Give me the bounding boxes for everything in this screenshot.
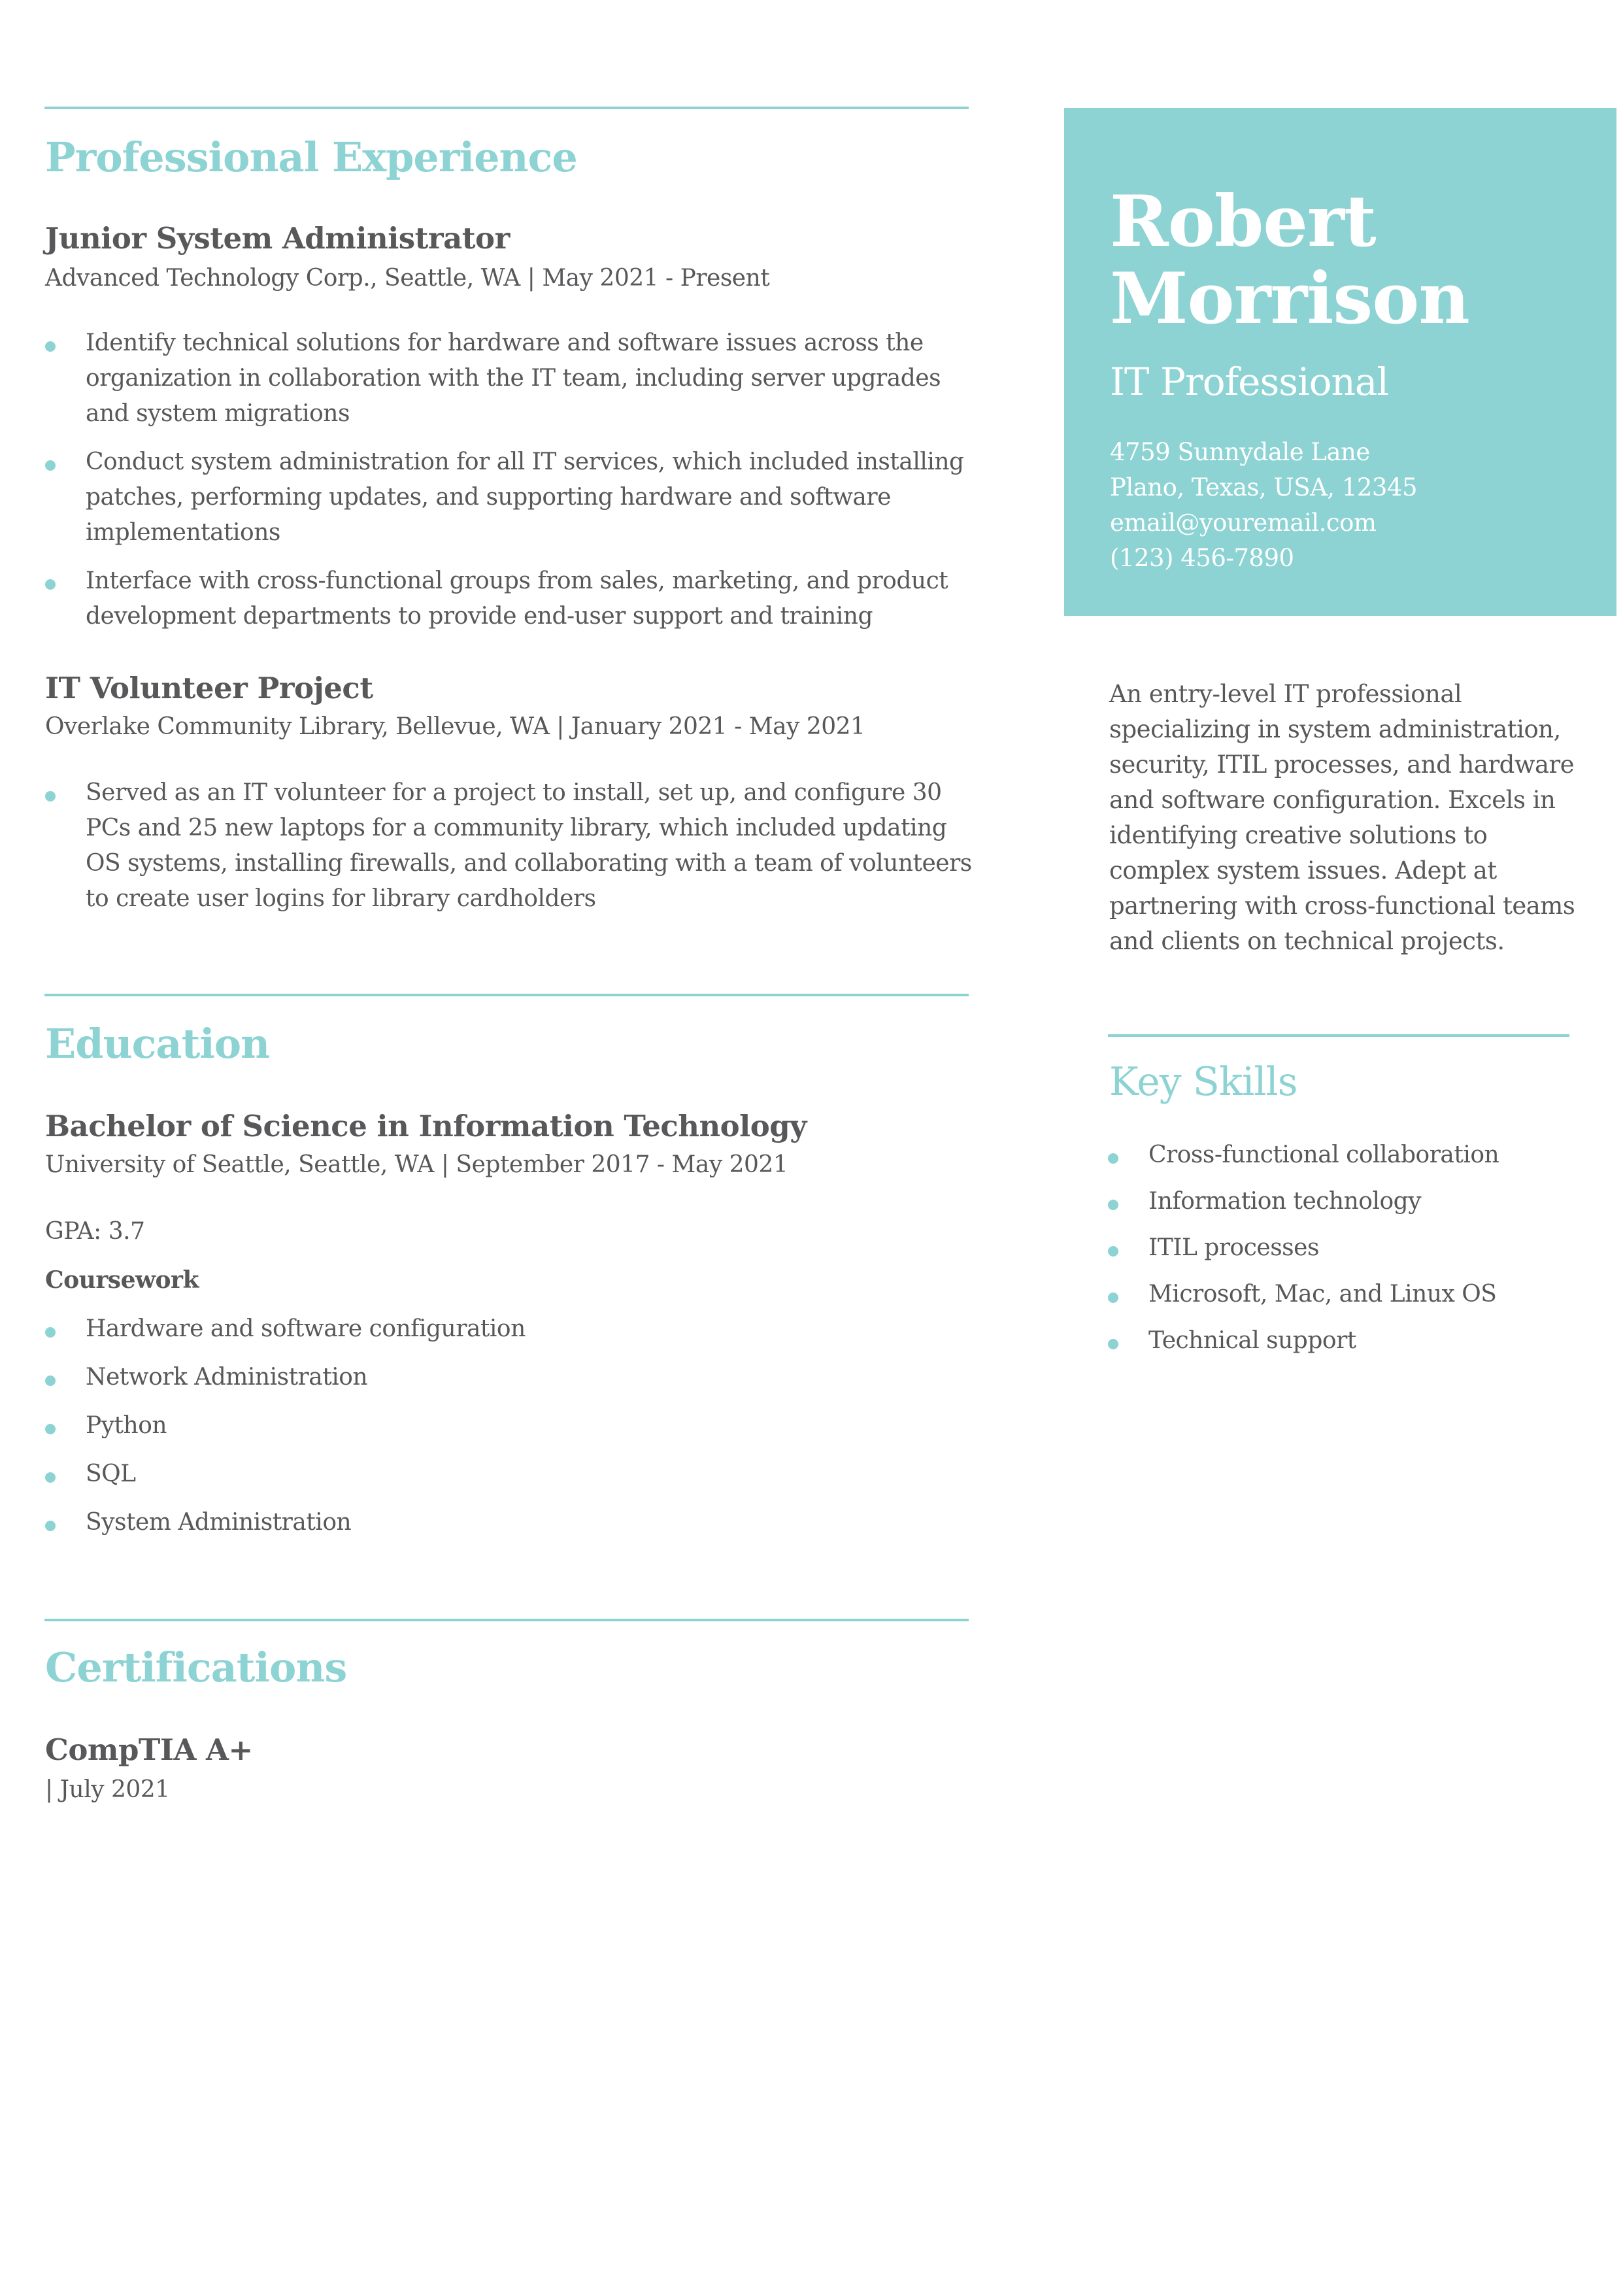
certifications-divider [44,1619,969,1621]
skill-text: Cross-functional collaboration [1148,1141,1499,1168]
bullet-text: Interface with cross-functional groups from sales, marketing, and product development departments to provide end-user support and training [86,567,948,630]
skill-text: ITIL processes [1148,1234,1319,1261]
course-text: System Administration [86,1509,352,1536]
contact-info [1110,435,1417,576]
coursework-label: Coursework [45,1266,199,1294]
bullet-icon [45,579,56,590]
section-title-certifications: Certifications [45,1644,347,1691]
bullet-icon [1108,1246,1118,1257]
bullet-text: Identify technical solutions for hardware and software issues across the organization in collaboration with the IT team, including server upgrades and system migrations [86,329,941,427]
list-item [45,1457,973,1492]
course-text: Network Administration [86,1364,368,1391]
job-title: Junior System Administrator [45,221,510,256]
email-link[interactable]: email@youremail.com [1110,509,1377,537]
skill-text: Information technology [1148,1188,1422,1215]
bullet-icon [45,1327,56,1338]
address-line-2: Plano, Texas, USA, 12345 [1110,473,1418,501]
certification-name: CompTIA A+ [45,1732,253,1767]
list-item [1108,1230,1605,1266]
education-meta: University of Seattle, Seattle, WA | September 2017 - May 2021 [45,1151,788,1178]
bullet-icon [45,791,56,802]
bullet-icon [45,460,56,471]
section-title-skills: Key Skills [1109,1059,1297,1105]
bullet-text: Served as an IT volunteer for a project to install, set up, and configure 30 PCs and 25 new laptops for a community library, which included updating OS systems, installing firewalls, and collaborating with a team of volunteers to create user logins for library cardholders [86,779,972,912]
job-bullets [45,326,973,634]
profile-summary: An entry-level IT professional specializing in system administration, security, ITIL processes, and hardware and software configuration. Excels in identifying creative solutions to complex system issues. Adept at partnering with cross-functional teams and clients on technical projects. [1109,680,1575,955]
bullet-icon [45,1424,56,1434]
gpa: GPA: 3.7 [45,1218,145,1245]
experience-divider [44,107,969,109]
skills-list [1108,1138,1605,1359]
bullet-text: Conduct system administration for all IT services, which included installing patches, performing updates, and supporting hardware and software implementations [86,448,964,546]
bullet-icon [45,1521,56,1531]
list-item [1108,1184,1605,1219]
list-item [1108,1323,1605,1359]
certification-meta: | July 2021 [45,1776,170,1803]
coursework-list [45,1311,973,1540]
degree-title: Bachelor of Science in Information Technology [45,1109,807,1143]
job-title: IT Volunteer Project [45,671,373,705]
header-card [1064,108,1616,616]
name-last: Morrison [1110,258,1469,340]
list-item [1108,1138,1605,1173]
candidate-name [1110,180,1469,340]
section-title-education: Education [45,1020,270,1068]
skill-text: Microsoft, Mac, and Linux OS [1148,1281,1497,1308]
bullet-icon [45,341,56,352]
list-item [45,775,973,917]
bullet-icon [45,1376,56,1386]
course-text: SQL [86,1460,136,1487]
course-text: Hardware and software configuration [86,1315,526,1342]
list-item [45,1360,973,1395]
list-item [45,445,973,550]
skills-divider [1108,1034,1569,1037]
course-text: Python [86,1412,167,1439]
job-meta: Overlake Community Library, Bellevue, WA | January 2021 - May 2021 [45,713,865,740]
job-meta: Advanced Technology Corp., Seattle, WA | May 2021 - Present [45,265,770,292]
education-divider [44,994,969,996]
candidate-role: IT Professional [1110,360,1388,404]
bullet-icon [1108,1153,1118,1164]
name-first: Robert [1110,180,1376,263]
list-item [1108,1277,1605,1312]
bullet-icon [1108,1200,1118,1210]
phone-number: (123) 456-7890 [1110,544,1294,572]
bullet-icon [45,1472,56,1483]
list-item [45,1408,973,1443]
list-item [45,1311,973,1347]
bullet-icon [1108,1292,1118,1303]
list-item [45,326,973,431]
section-title-experience: Professional Experience [45,133,577,181]
bullet-icon [1108,1339,1118,1349]
address-line-1: 4759 Sunnydale Lane [1110,438,1370,466]
list-item [45,564,973,634]
list-item [45,1505,973,1540]
skill-text: Technical support [1148,1327,1356,1354]
job-bullets [45,775,973,917]
